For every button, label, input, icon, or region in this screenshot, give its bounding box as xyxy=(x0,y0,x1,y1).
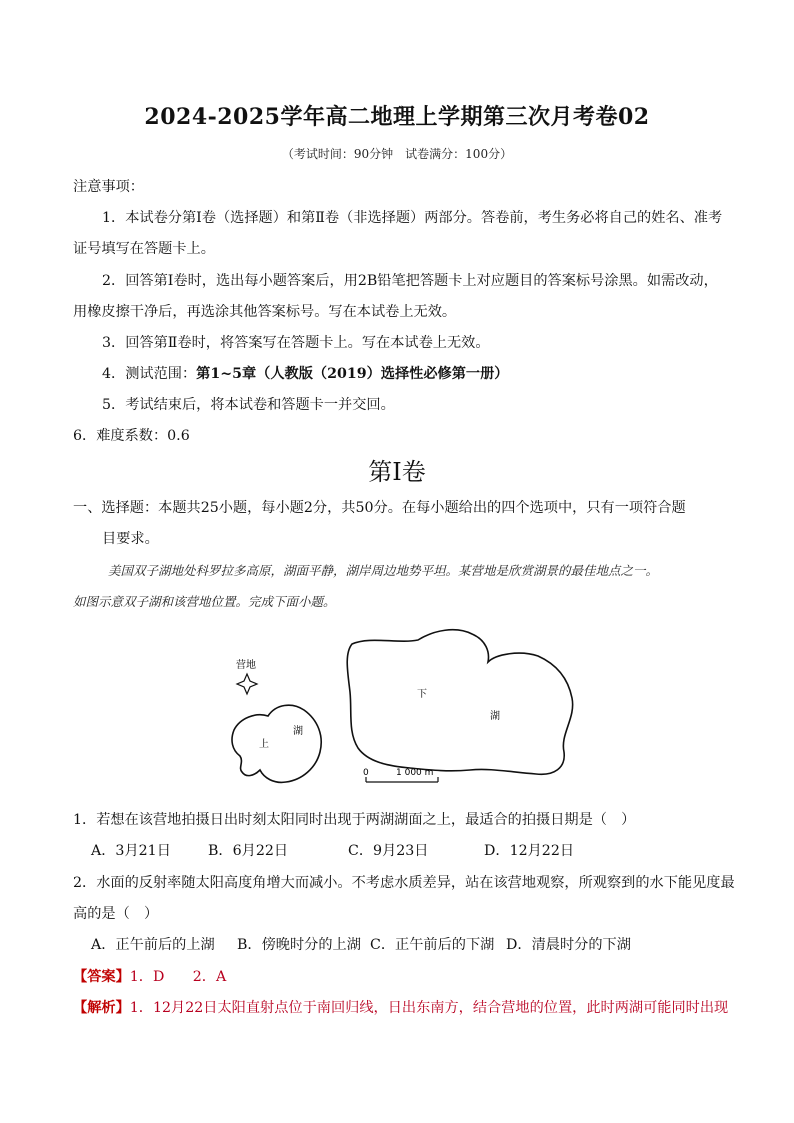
answer-line xyxy=(73,966,226,986)
question-2-stem: 2．水面的反射率随太阳高度角增大而减小。不考虑水质差异，站在该营地观察，所观察到的水下能见度最 xyxy=(73,875,735,891)
section-instructions-cont: 目要求。 xyxy=(102,531,159,547)
question-1-options xyxy=(91,840,574,860)
notice-item-1: 1．本试卷分第Ⅰ卷（选择题）和第Ⅱ卷（非选择题）两部分。答卷前，考生务必将自己的姓名、准考 xyxy=(102,210,723,226)
question-2-options xyxy=(91,934,631,954)
exam-title: 2024-2025学年高二地理上学期第三次月考卷02 xyxy=(144,104,650,130)
exam-subtitle: （考试时间：90分钟 试卷满分：100分） xyxy=(281,147,513,161)
upper-lake-label-1: 上 xyxy=(259,739,269,750)
scale-value-label: 1 000 m xyxy=(396,768,434,778)
camp-label: 营地 xyxy=(236,660,256,671)
lower-lake-outline xyxy=(347,630,572,775)
q1-option-d: D．12月22日 xyxy=(484,843,575,859)
notice-item-1-cont: 证号填写在答题卡上。 xyxy=(73,241,215,257)
answer-label: 【答案】 xyxy=(73,969,130,985)
notice-item-6: 6．难度系数：0.6 xyxy=(73,428,190,444)
q1-option-c: C．9月23日 xyxy=(348,843,429,859)
q2-option-d: D．清晨时分的下湖 xyxy=(506,937,631,953)
scale-zero-label: 0 xyxy=(363,768,369,778)
q2-option-c: C．正午前后的下湖 xyxy=(370,937,495,953)
q1-option-b: B．6月22日 xyxy=(208,843,289,859)
upper-lake-outline xyxy=(232,705,321,782)
analysis-line xyxy=(73,997,728,1017)
camp-marker-icon xyxy=(237,674,257,694)
analysis-text: 1．12月22日太阳直射点位于南回归线，日出东南方，结合营地的位置，此时两湖可能同时出现 xyxy=(129,1000,729,1016)
answer-text: 1．D 2．A xyxy=(129,969,227,985)
notice-item-3: 3．回答第Ⅱ卷时，将答案写在答题卡上。写在本试卷上无效。 xyxy=(102,335,490,351)
q1-option-a: A．3月21日 xyxy=(91,843,171,859)
notice-item-5: 5．考试结束后，将本试卷和答题卡一并交回。 xyxy=(102,397,395,413)
notice-item-2-cont: 用橡皮擦干净后，再选涂其他答案标号。写在本试卷上无效。 xyxy=(73,304,457,320)
upper-lake-label-2: 湖 xyxy=(293,726,303,737)
notice-heading: 注意事项： xyxy=(73,179,144,195)
lower-lake-label-1: 下 xyxy=(417,689,427,700)
analysis-label: 【解析】 xyxy=(73,1000,130,1016)
notice-item-4 xyxy=(102,363,508,383)
twin-lakes-map xyxy=(220,622,590,792)
notice-item-4-prefix: 4．测试范围： xyxy=(102,366,197,382)
question-2-stem-cont: 高的是（ ） xyxy=(73,906,159,922)
notice-item-2: 2．回答第Ⅰ卷时，选出每小题答案后，用2B铅笔把答题卡上对应题目的答案标号涂黑。如需改动， xyxy=(102,273,718,289)
notice-item-4-scope: 第1~5章（人教版（2019）选择性必修第一册） xyxy=(196,366,509,382)
lower-lake-label-2: 湖 xyxy=(490,711,500,722)
intro-text: 美国双子湖地处科罗拉多高原，湖面平静，湖岸周边地势平坦。某营地是欣赏湖景的最佳地点之一。 xyxy=(108,563,659,578)
q2-option-a: A．正午前后的上湖 xyxy=(91,937,215,953)
intro-text-cont: 如图示意双子湖和该营地位置。完成下面小题。 xyxy=(73,594,336,609)
q2-option-b: B．傍晚时分的上湖 xyxy=(237,937,361,953)
section-instructions: 一、选择题：本题共25小题，每小题2分，共50分。在每小题给出的四个选项中，只有一项符合题 xyxy=(73,500,686,516)
question-1-stem: 1．若想在该营地拍摄日出时刻太阳同时出现于两湖湖面之上，最适合的拍摄日期是（ ） xyxy=(73,812,636,828)
section-title: 第Ⅰ卷 xyxy=(368,458,426,486)
